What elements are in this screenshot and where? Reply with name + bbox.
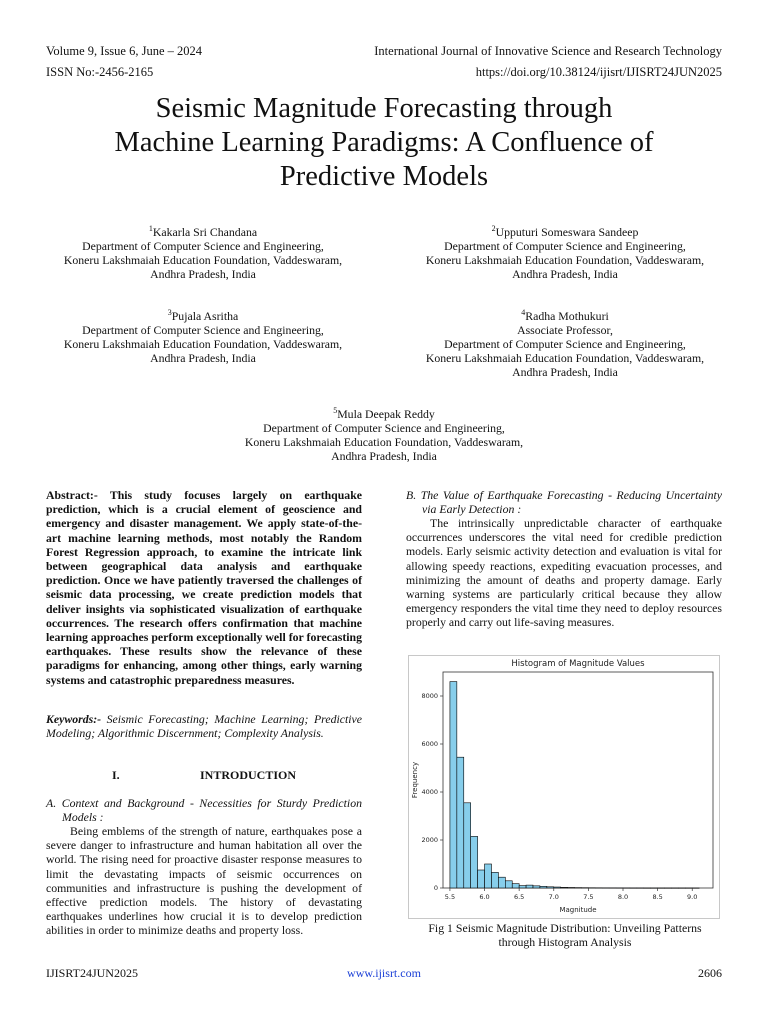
histogram-bar <box>561 887 568 888</box>
abstract-label: Abstract:- <box>46 488 98 502</box>
author-4: $^4$Radha Mothukuri Associate Professor, Department of Computer Science and Engineering, Koneru Lakshmaiah Education Foundation, Vaddeswaram, Andhra Pradesh, India <box>425 308 705 379</box>
footer-paper-id: IJISRT24JUN2025 <box>46 966 138 980</box>
section-heading-introduction: I. INTRODUCTION <box>111 768 296 782</box>
keywords-text: Seismic Forecasting; Machine Learning; Predictive Modeling; Algorithmic Discernment; Complexity Analysis. <box>46 712 363 741</box>
issn: ISSN No:-2456-2165 <box>46 65 154 79</box>
paper-title: Seismic Magnitude Forecasting through Machine Learning Paradigms: A Confluence of Predictive Models <box>114 93 654 192</box>
y-tick-label: 0 <box>433 884 438 893</box>
histogram-bar <box>478 870 485 888</box>
keywords <box>46 712 362 740</box>
histogram-bar <box>491 872 498 888</box>
chart-title: Histogram of Magnitude Values <box>511 659 645 669</box>
plot-frame <box>443 672 713 888</box>
y-tick-label: 8000 <box>421 692 438 701</box>
volume-info: Volume 9, Issue 6, June – 2024 <box>46 44 203 58</box>
x-tick-label: 8.5 <box>652 893 663 901</box>
histogram-bar <box>547 887 554 888</box>
y-tick-label: 2000 <box>421 836 438 845</box>
histogram-chart <box>409 656 719 918</box>
doi-link[interactable]: https://doi.org/10.38124/ijisrt/IJISRT24JUN2025 <box>475 65 722 79</box>
y-tick-label: 4000 <box>421 788 438 797</box>
histogram-bar <box>554 887 561 888</box>
histogram-bar <box>519 886 526 888</box>
histogram-bar <box>485 864 492 888</box>
x-tick-label: 5.5 <box>444 893 456 901</box>
figure-caption: Fig 1 Seismic Magnitude Distribution: Unveiling Patterns through Histogram Analysis <box>428 921 702 949</box>
author-5: $^5$Mula Deepak Reddy Department of Computer Science and Engineering, Koneru Lakshmaiah Education Foundation, Vaddeswaram, Andhra Pradesh, India <box>244 406 524 463</box>
histogram-bar <box>533 886 540 888</box>
y-tick-label: 6000 <box>421 740 438 749</box>
figure-histogram <box>408 655 720 919</box>
histogram-bar <box>526 885 533 888</box>
author-3: $^3$Pujala Asritha Department of Computer Science and Engineering, Koneru Lakshmaiah Education Foundation, Vaddeswaram, Andhra Pradesh, India <box>63 308 343 365</box>
paragraph-a: Being emblems of the strength of nature, earthquakes pose a severe danger to infrastructure and human habitation all over the world. The rising need for proactive disaster response measures to limit the devastating impacts of seismic occurrences on communities and infrastructure is pushing the development of effective prediction models. The history of devastating earthquakes underlines how crucial it is to develop prediction abilities in order to minimize deaths and property loss. <box>46 824 362 938</box>
x-tick-label: 8.0 <box>617 893 629 901</box>
x-tick-label: 6.0 <box>479 893 490 901</box>
footer-page-number: 2606 <box>698 966 722 980</box>
subsection-b-heading: B. The Value of Earthquake Forecasting - Reducing Uncertainty via Early Detection : <box>406 488 722 517</box>
footer-website-link[interactable]: www.ijisrt.com <box>347 966 421 980</box>
x-tick-label: 9.0 <box>687 893 698 901</box>
histogram-bar <box>505 881 512 888</box>
author-2: $^2$Upputuri Someswara Sandeep Department of Computer Science and Engineering, Koneru Lakshmaiah Education Foundation, Vaddeswaram, Andhra Pradesh, India <box>425 224 705 281</box>
x-tick-label: 7.0 <box>548 893 559 901</box>
histogram-bar <box>540 886 547 888</box>
journal-name: International Journal of Innovative Science and Research Technology <box>374 44 722 58</box>
histogram-bar <box>464 803 471 888</box>
histogram-bar <box>498 877 505 888</box>
x-tick-label: 6.5 <box>513 893 525 901</box>
x-tick-label: 7.5 <box>583 893 594 901</box>
y-axis-label: Frequency <box>411 761 419 799</box>
subsection-a-heading: A. Context and Background - Necessities for Sturdy Prediction Models : <box>46 796 362 825</box>
histogram-bar <box>471 836 478 888</box>
histogram-bar <box>512 884 519 888</box>
keywords-label: Keywords:- <box>46 712 102 726</box>
x-axis-label: Magnitude <box>559 906 597 914</box>
abstract-text: This study focuses largely on earthquake prediction, which is a crucial element of geoscience and emergency and disaster management. We apply state-of-the-art machine learning methods, most notably the Random Forest Regression approach, to examine the intricate link between geographical data analysis and earthquake prediction. Once we have patiently traversed the challenges of seismic data processing, we create prediction models that deliver insights via sophisticated visualization of earthquake occurrences. The research offers confirmation that machine learning approaches perform exceptionally well for forecasting earthquakes. These results show the relevance of these paradigms for enhancing, among other things, early warning systems and catastrophic preparedness measures. <box>46 488 362 687</box>
histogram-bar <box>450 682 457 888</box>
paragraph-b: The intrinsically unpredictable character of earthquake occurrences underscores the vital need for credible prediction models. Early seismic activity detection and evaluation is vital for allowing speedy reactions, expediting evacuation processes, and minimizing the amount of deaths and property damage. Early warning systems are particularly critical because they allow emergency responders the vital time they need to deploy resources properly and carry out life-saving measures. <box>406 516 722 630</box>
histogram-bar <box>457 757 464 888</box>
author-1: $^1$Kakarla Sri Chandana Department of Computer Science and Engineering, Koneru Lakshmaiah Education Foundation, Vaddeswaram, Andhra Pradesh, India <box>63 224 343 281</box>
abstract <box>46 488 362 687</box>
